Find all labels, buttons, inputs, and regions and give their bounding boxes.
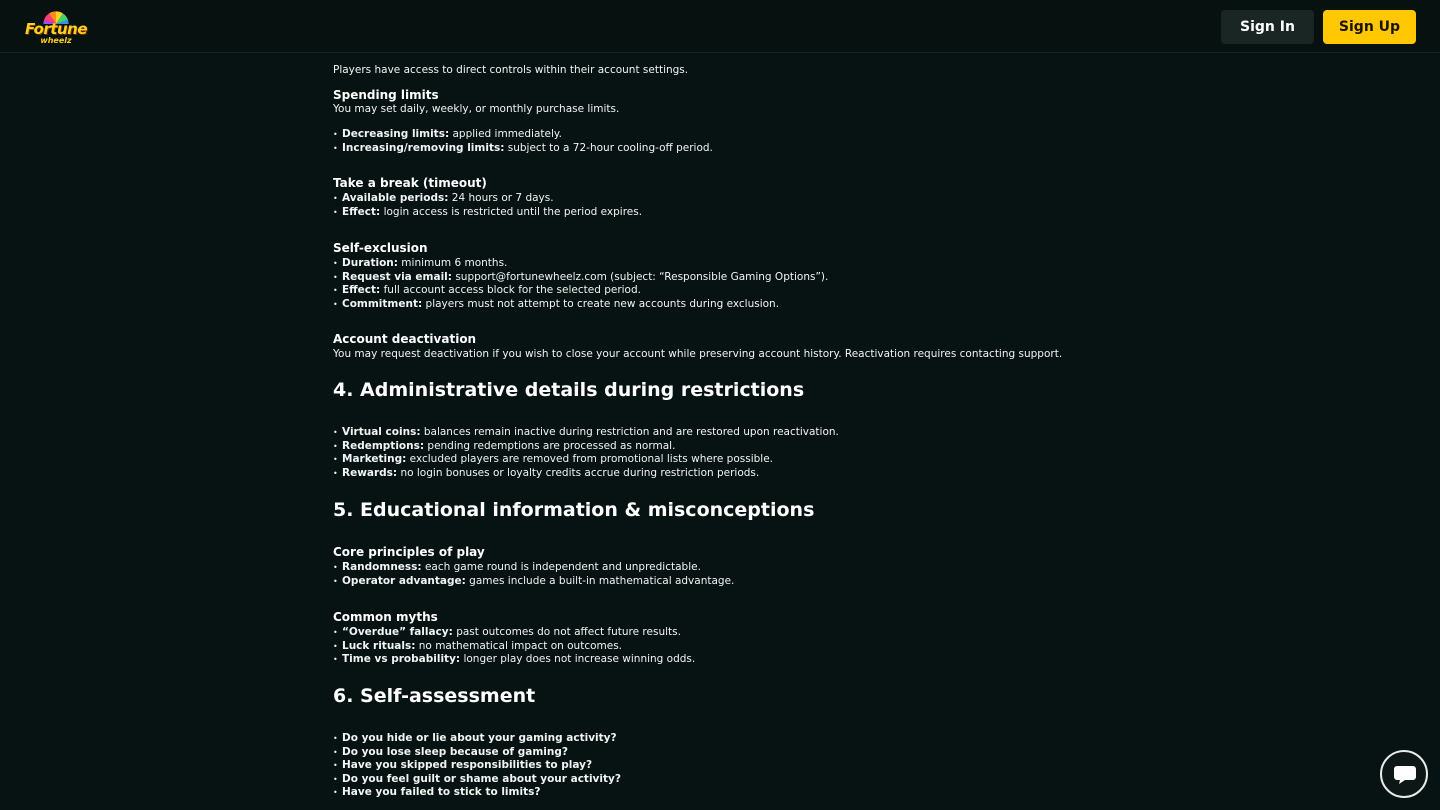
self-exclusion-list — [333, 257, 828, 311]
core-principles-list — [333, 561, 734, 588]
take-a-break-heading: Take a break (timeout) — [333, 176, 487, 190]
spending-limits-text: You may set daily, weekly, or monthly purchase limits. — [333, 103, 620, 115]
list-item: • Commitment: players must not attempt to create new accounts during exclusion. — [333, 298, 828, 312]
list-item: • Have you skipped responsibilities to play? — [333, 759, 621, 773]
sign-up-button[interactable]: Sign Up — [1323, 10, 1416, 44]
list-item: • Duration: minimum 6 months. — [333, 257, 828, 271]
take-a-break-list — [333, 192, 642, 219]
account-deactivation-heading: Account deactivation — [333, 332, 477, 346]
list-item: • Rewards: no login bonuses or loyalty credits accrue during restriction periods. — [333, 467, 839, 481]
administrative-details-list — [333, 426, 839, 480]
spending-limits-heading: Spending limits — [333, 88, 439, 102]
sign-in-button[interactable]: Sign In — [1221, 10, 1314, 44]
list-item: • Luck rituals: no mathematical impact on outcomes. — [333, 640, 695, 654]
self-exclusion-heading: Self-exclusion — [333, 241, 428, 255]
list-item: • Effect: full account access block for the selected period. — [333, 284, 828, 298]
chat-button[interactable] — [1380, 750, 1428, 798]
list-item: • Do you lose sleep because of gaming? — [333, 746, 621, 760]
list-item: • Randomness: each game round is independent and unpredictable. — [333, 561, 734, 575]
site-header — [0, 0, 1440, 53]
list-item: • Operator advantage: games include a built-in mathematical advantage. — [333, 575, 734, 589]
list-item: • Virtual coins: balances remain inactive during restriction and are restored upon reactivation. — [333, 426, 839, 440]
common-myths-heading: Common myths — [333, 610, 438, 624]
list-item: • Have you failed to stick to limits? — [333, 786, 621, 800]
common-myths-list — [333, 626, 695, 667]
list-item: • Do you feel guilt or shame about your activity? — [333, 773, 621, 787]
controls-intro-text: Players have access to direct controls within their account settings. — [333, 64, 689, 76]
fortune-wheelz-logo[interactable] — [24, 8, 90, 46]
section-4-heading: 4. Administrative details during restrictions — [333, 379, 805, 401]
list-item: • “Overdue” fallacy: past outcomes do not affect future results. — [333, 626, 695, 640]
list-item: • Increasing/removing limits: subject to a 72-hour cooling-off period. — [333, 142, 713, 156]
section-6-heading: 6. Self-assessment — [333, 685, 536, 707]
list-item: • Redemptions: pending redemptions are processed as normal. — [333, 440, 839, 454]
list-item: • Marketing: excluded players are removed from promotional lists where possible. — [333, 453, 839, 467]
list-item: • Available periods: 24 hours or 7 days. — [333, 192, 642, 206]
list-item: • Time vs probability: longer play does not increase winning odds. — [333, 653, 695, 667]
spending-limits-list — [333, 128, 713, 155]
section-5-heading: 5. Educational information & misconceptions — [333, 499, 815, 521]
account-deactivation-text: You may request deactivation if you wish to close your account while preserving account history. Reactivation requires contacting support. — [333, 348, 1063, 360]
logo-text: Fortune — [25, 20, 87, 38]
list-item: • Do you hide or lie about your gaming activity? — [333, 732, 621, 746]
chat-bubble-icon — [1393, 764, 1417, 786]
logo-subtext: wheelz — [40, 36, 72, 45]
list-item: • Effect: login access is restricted until the period expires. — [333, 206, 642, 220]
list-item: • Decreasing limits: applied immediately. — [333, 128, 713, 142]
list-item: • Request via email: support@fortunewheelz.com (subject: “Responsible Gaming Options”). — [333, 271, 828, 285]
self-assessment-list — [333, 732, 621, 800]
core-principles-heading: Core principles of play — [333, 545, 485, 559]
